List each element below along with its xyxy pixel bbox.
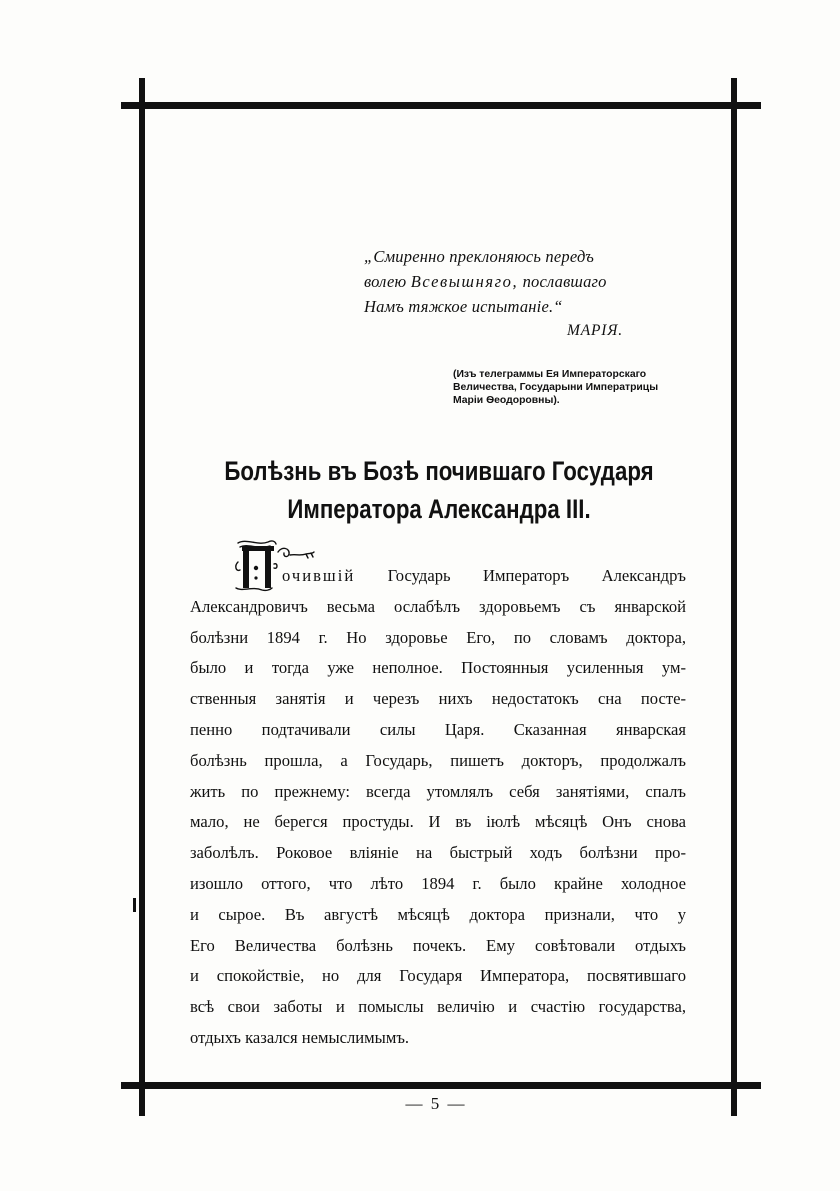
epigraph-signature: МАРІЯ. — [567, 322, 623, 339]
body-line: Его Величества болѣзнь почекъ. Ему совѣтовали отдыхъ — [190, 935, 686, 955]
epigraph-line-1: „Смиренно преклоняюсь передъ — [364, 247, 595, 266]
body-line: болѣзни 1894 г. Но здоровье Его, по словамъ доктора, — [190, 627, 686, 647]
margin-mark — [133, 898, 136, 912]
body-paragraph — [190, 561, 686, 1054]
body-line: болѣзнь прошла, а Государь, пишетъ докторъ, продолжалъ — [190, 750, 686, 770]
frame-rule-left — [139, 78, 145, 1116]
epigraph-line-2-start: волею — [364, 272, 407, 291]
body-line: жить по прежнему: всегда утомлялъ себя занятіями, спалъ — [190, 781, 686, 801]
epigraph-line-2 — [364, 269, 684, 294]
source-note-line-3: Маріи Ѳеодоровны). — [453, 395, 560, 406]
body-line: заболѣлъ. Роковое вліяніе на быстрый ходъ болѣзни про- — [190, 843, 686, 863]
drop-cap-letter: П — [255, 560, 257, 561]
source-note — [453, 368, 723, 407]
body-first-word: очившій — [282, 566, 356, 585]
body-line: всѣ свои заботы и помыслы величію и счастію государства, — [190, 997, 686, 1017]
body-line: изошло оттого, что лѣто 1894 г. было крайне холодное — [190, 873, 686, 893]
body-line: пенно подтачивали силы Царя. Сказанная январская — [190, 719, 686, 739]
page-number: — 5 — — [405, 1094, 467, 1113]
epigraph-line-2-spaced: Всевышняго, — [410, 272, 519, 291]
body-line-first — [190, 561, 686, 592]
body-line: ственныя занятія и черезъ нихъ недостатокъ сна посте- — [190, 689, 686, 709]
epigraph-line-3: Намъ тяжкое испытаніе.“ — [364, 297, 563, 316]
chapter-heading — [150, 452, 728, 528]
frame-rule-right — [731, 78, 737, 1116]
body-line: Александровичъ весьма ослабѣлъ здоровьемъ съ январской — [190, 596, 686, 616]
frame-rule-bottom — [121, 1082, 761, 1089]
body-line: и сырое. Въ августѣ мѣсяцѣ доктора признали, что у — [190, 904, 686, 924]
body-line-first-rest: Государь Императоръ Александръ — [387, 566, 686, 585]
body-line: было и тогда уже неполное. Постоянныя усиленныя ум- — [190, 658, 686, 678]
epigraph-line-2-end: пославшаго — [522, 272, 607, 291]
body-line: и спокойствіе, но для Государя Императора, посвятившаго — [190, 966, 686, 986]
chapter-heading-line-2: Императора Александра III. — [287, 494, 591, 524]
body-line-last: отдыхъ казался немыслимымъ. — [190, 1027, 410, 1047]
epigraph — [364, 244, 684, 319]
source-note-line-1: (Изъ телеграммы Ея Императорскаго — [453, 369, 647, 380]
frame-rule-top — [121, 102, 761, 109]
source-note-line-2: Величества, Государыни Императрицы — [453, 382, 659, 393]
body-line: мало, не берегся простуды. И въ іюлѣ мѣсяцѣ Онъ снова — [190, 812, 686, 832]
chapter-heading-line-1: Болѣзнь въ Бозѣ почившаго Государя — [224, 456, 654, 486]
